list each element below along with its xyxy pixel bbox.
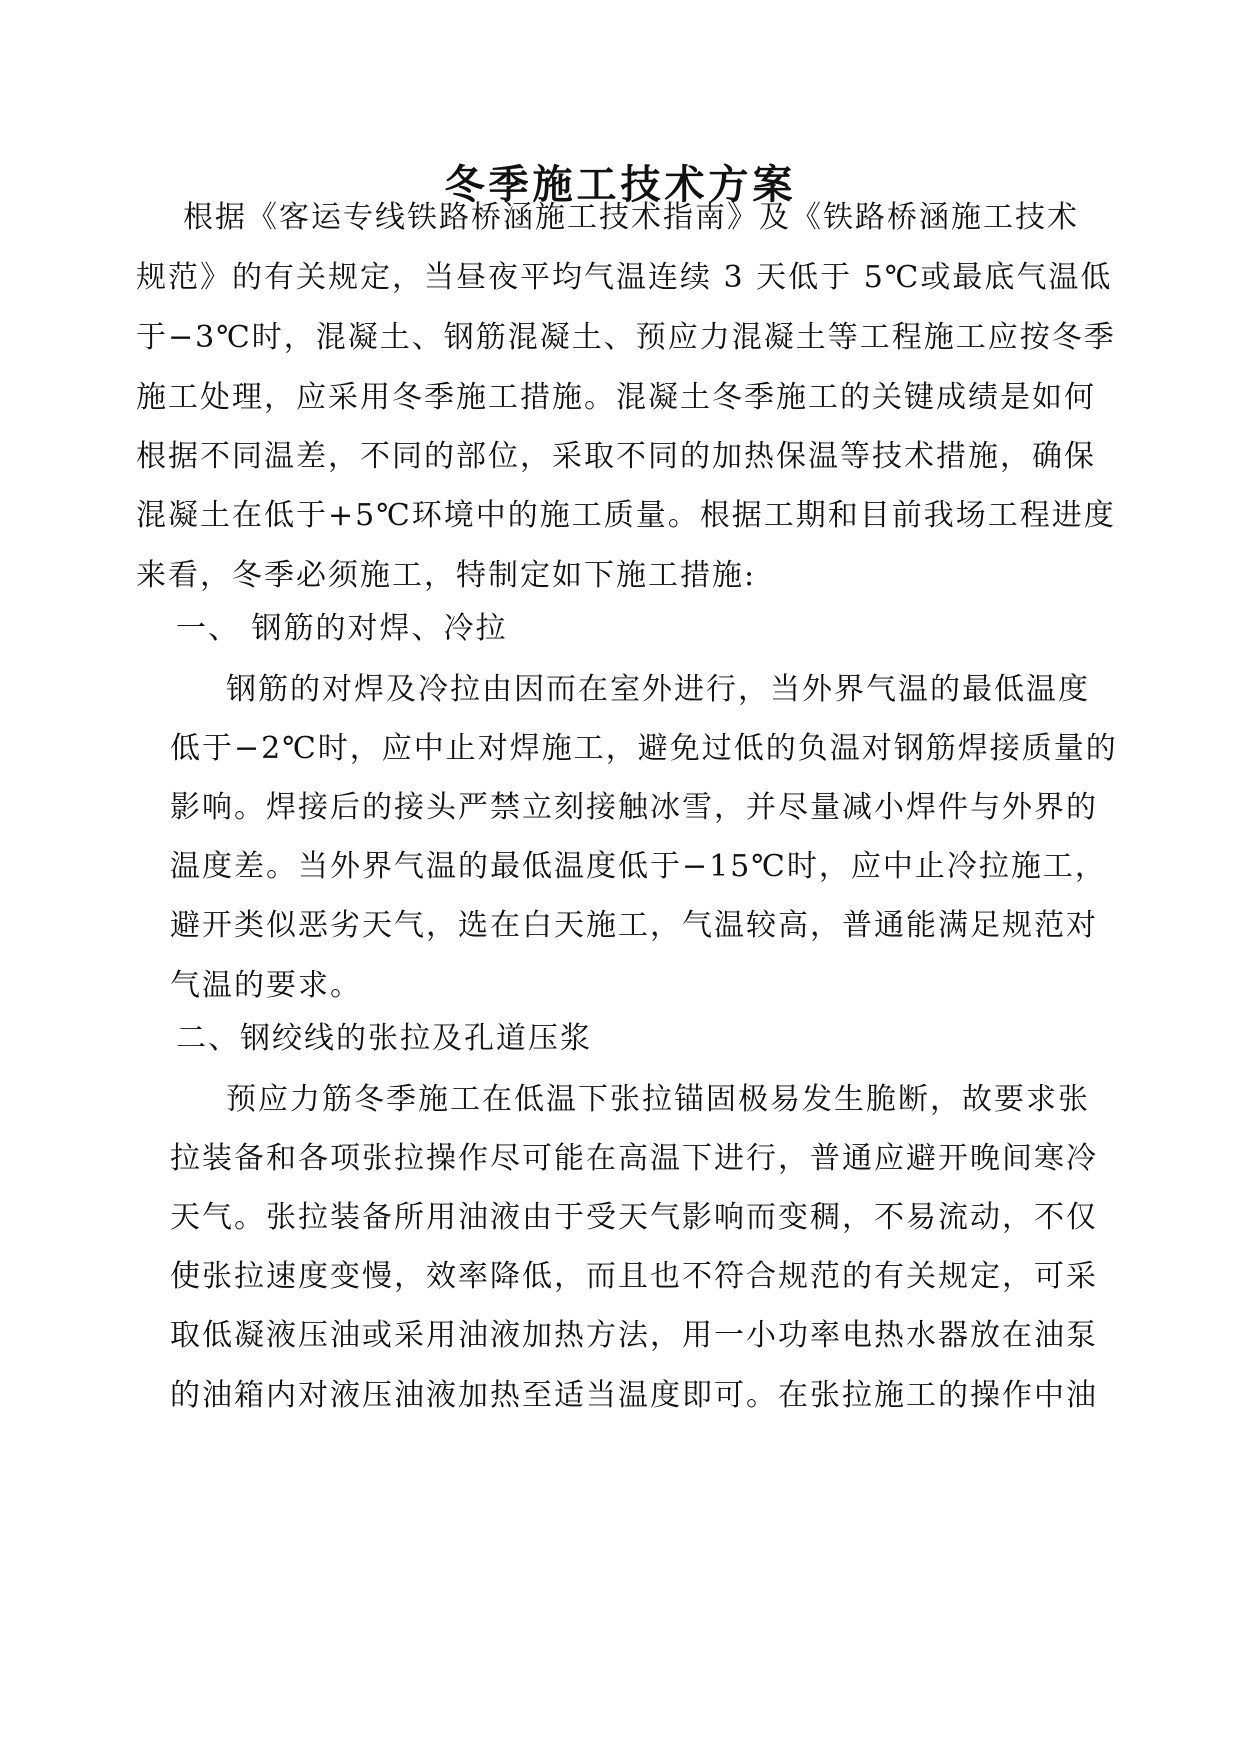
section1-line: 钢筋的对焊及冷拉由因而在室外进行，当外界气温的最低温度 [226,672,1090,707]
section2-line: 拉装备和各项张拉操作尽可能在高温下进行，普通应避开晚间寒冷 [170,1141,1098,1176]
section1-line: 气温的要求。 [170,968,362,1003]
section2-line: 使张拉速度变慢，效率降低，而且也不符合规范的有关规定，可采 [170,1259,1098,1294]
section1-line: 温度差。当外界气温的最低温度低于−15℃时，应中止冷拉施工， [170,849,1107,884]
section2-line: 取低凝液压油或采用油液加热方法，用一小功率电热水器放在油泵 [170,1318,1098,1353]
intro-line: 规范》的有关规定，当昼夜平均气温连续 3 天低于 5℃或最底气温低 [136,260,1113,295]
intro-line: 混凝土在低于+5℃环境中的施工质量。根据工期和目前我场工程进度 [136,498,1116,533]
section2-line: 预应力筋冬季施工在低温下张拉锚固极易发生脆断，故要求张 [226,1082,1090,1117]
section2-line: 的油箱内对液压油液加热至适当温度即可。在张拉施工的操作中油 [170,1378,1098,1413]
section-heading: 二、钢绞线的张拉及孔道压浆 [176,1021,592,1056]
intro-line: 根据不同温差，不同的部位，采取不同的加热保温等技术措施，确保 [136,439,1096,474]
section1-line: 避开类似恶劣天气，选在白天施工，气温较高，普通能满足规范对 [170,908,1098,943]
intro-line: 于−3℃时，混凝土、钢筋混凝土、预应力混凝土等工程施工应按冬季 [136,320,1116,355]
document-title: 冬季施工技术方案 [444,161,797,208]
intro-line: 来看，冬季必须施工，特制定如下施工措施: [136,558,757,593]
section-heading: 一、 钢筋的对焊、冷拉 [176,611,508,646]
section1-line: 低于−2℃时，应中止对焊施工，避免过低的负温对钢筋焊接质量的 [170,731,1118,766]
section2-line: 天气。张拉装备所用油液由于受天气影响而变稠，不易流动，不仅 [170,1200,1098,1235]
intro-line: 施工处理，应采用冬季施工措施。混凝土冬季施工的关键成绩是如何 [136,380,1096,415]
intro-line: 根据《客运专线铁路桥涵施工技术指南》及《铁路桥涵施工技术 [183,200,1079,235]
section1-line: 影响。焊接后的接头严禁立刻接触冰雪，并尽量减小焊件与外界的 [170,790,1098,825]
